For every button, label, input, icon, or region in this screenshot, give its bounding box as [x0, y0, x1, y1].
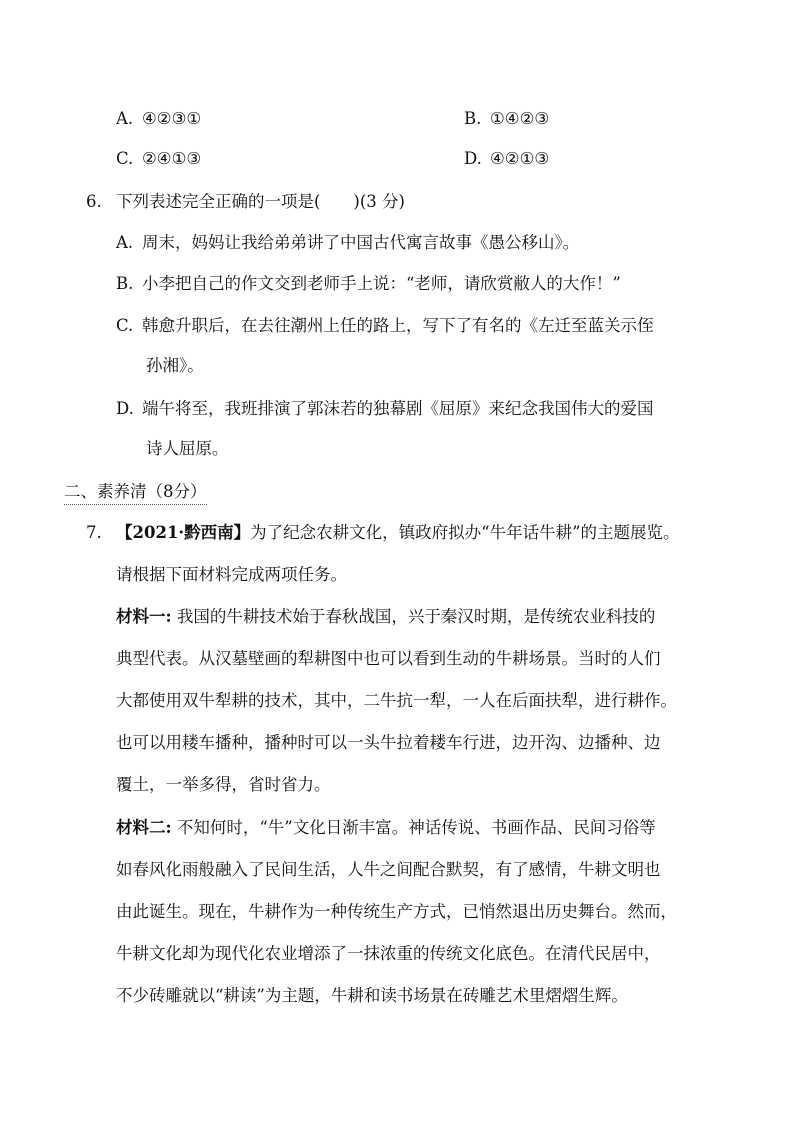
option-text: ④②①③ — [490, 149, 550, 168]
option-text: 韩愈升职后，在去往潮州上任的路上，写下了有名的《左迁至蓝关示侄 — [142, 316, 654, 335]
material-text: 不知何时，“牛”文化日渐丰富。神话传说、书画作品、民间习俗等 — [171, 818, 656, 837]
question-text: 为了纪念农耕文化，镇政府拟办“牛年话牛耕”的主题展览。 — [250, 523, 680, 542]
q7-stem — [86, 522, 680, 544]
q6-option-a — [116, 232, 579, 254]
q5-option-c — [116, 148, 201, 170]
q7-stem-continued: 请根据下面材料完成两项任务。 — [116, 565, 347, 584]
material-two-title: 材料二: — [116, 818, 172, 837]
material-one-line: 覆土，一举多得，省时省力。 — [116, 775, 331, 794]
option-label: D. — [116, 399, 134, 418]
option-text: ④②③① — [142, 109, 202, 128]
q6-option-d-continued — [146, 438, 229, 460]
q6-option-b — [116, 273, 621, 295]
option-text: 孙湘》。 — [146, 356, 204, 375]
option-text: ②④①③ — [142, 149, 202, 168]
q6-option-d — [116, 398, 654, 420]
question-number: 7. — [86, 523, 102, 542]
material-one-line: 大都使用双牛犁耕的技术，其中，二牛抗一犁，一人在后面扶犁，进行耕作。 — [116, 691, 677, 710]
material-two-line — [116, 817, 656, 839]
material-two-line: 不少砖雕就以“耕读”为主题，牛耕和读书场景在砖雕艺术里熠熠生辉。 — [116, 986, 628, 1005]
option-label: B. — [116, 274, 134, 293]
material-one-line: 也可以用耧车播种，播种时可以一头牛拉着耧车行进，边开沟、边播种、边 — [116, 733, 661, 752]
question-source: 【2021·黔西南】 — [116, 523, 251, 542]
option-label: A. — [116, 109, 134, 128]
option-label: A. — [116, 233, 134, 252]
material-one-line: 典型代表。从汉墓壁画的犁耕图中也可以看到生动的牛耕场景。当时的人们 — [116, 649, 661, 668]
option-text: 小李把自己的作文交到老师手上说：“老师，请欣赏敝人的大作！” — [142, 274, 621, 293]
material-one-title: 材料一: — [116, 607, 172, 626]
question-text: 下列表述完全正确的一项是( )(3 分) — [116, 192, 405, 211]
q5-option-a — [116, 108, 201, 130]
material-text: 我国的牛耕技术始于春秋战国，兴于秦汉时期，是传统农业科技的 — [171, 607, 656, 626]
q5-option-b — [464, 108, 549, 130]
option-text: ①④②③ — [490, 109, 550, 128]
material-one-line — [116, 606, 655, 628]
q5-option-d — [464, 148, 549, 170]
option-label: C. — [116, 149, 134, 168]
q6-option-c-continued — [146, 355, 204, 377]
material-two-line: 如春风化雨般融入了民间生活，人牛之间配合默契，有了感情，牛耕文明也 — [116, 860, 661, 879]
option-label: B. — [464, 109, 482, 128]
section-heading: 二、素养清（8分） — [64, 481, 207, 505]
q6-option-c — [116, 315, 654, 337]
q6-stem — [86, 191, 405, 213]
material-two-line: 牛耕文化却为现代化农业增添了一抹浓重的传统文化底色。在清代民居中， — [116, 944, 661, 963]
material-two-line: 由此诞生。现在，牛耕作为一种传统生产方式，已悄然退出历史舞台。然而， — [116, 902, 677, 921]
option-text: 周末，妈妈让我给弟弟讲了中国古代寓言故事《愚公移山》。 — [142, 233, 580, 252]
option-text: 诗人屈原。 — [146, 439, 229, 458]
question-number: 6. — [86, 192, 102, 211]
option-text: 端午将至，我班排演了郭沫若的独幕剧《屈原》来纪念我国伟大的爱国 — [142, 399, 654, 418]
option-label: D. — [464, 149, 482, 168]
option-label: C. — [116, 316, 134, 335]
